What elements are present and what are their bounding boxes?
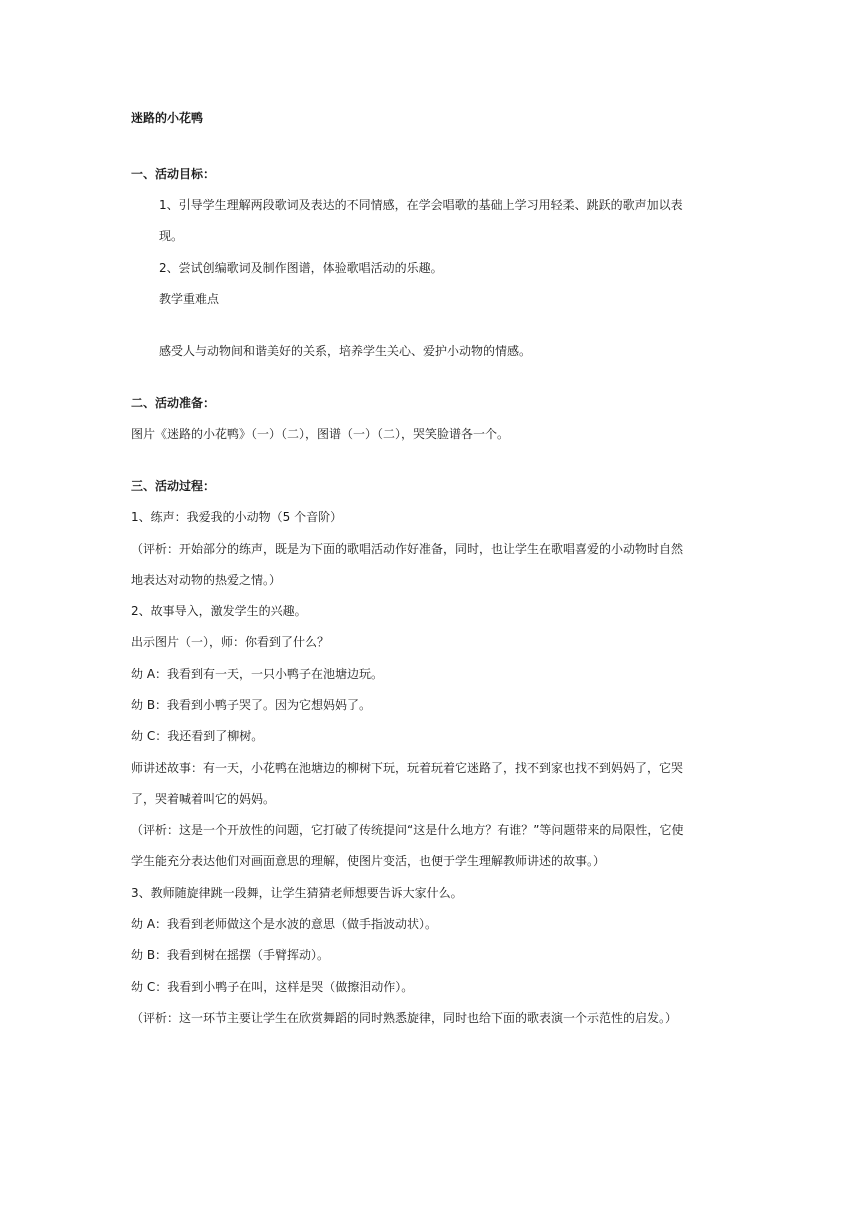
- process-step-1: 1、练声：我爱我的小动物（5 个音阶）: [131, 510, 343, 524]
- process-step-2: 2、故事导入，激发学生的兴趣。: [131, 604, 307, 618]
- dialog-line: 幼 C：我看到小鸭子在叫，这样是哭（做擦泪动作）。: [131, 980, 414, 994]
- story-line-2: 了，哭着喊着叫它的妈妈。: [131, 792, 276, 806]
- section-heading-preparation: 二、活动准备：: [131, 396, 216, 410]
- comment-1-line-1: （评析：开始部分的练声，既是为下面的歌唱活动作好准备，同时，也让学生在歌唱喜爱的小动物时自然: [131, 542, 684, 556]
- comment-2-line-2: 学生能充分表达他们对画面意思的理解，使图片变活，也便于学生理解教师讲述的故事。）: [131, 854, 606, 868]
- section-heading-goals: 一、活动目标：: [131, 167, 216, 181]
- dialog-line: 幼 B：我看到小鸭子哭了。因为它想妈妈了。: [131, 698, 372, 712]
- story-line-1: 师讲述故事：有一天，小花鸭在池塘边的柳树下玩，玩着玩着它迷路了，找不到家也找不到妈妈了，它哭: [131, 761, 684, 775]
- comment-1-line-2: 地表达对动物的热爱之情。）: [131, 573, 282, 587]
- comment-2-line-1: （评析：这是一个开放性的问题，它打破了传统提问“这是什么地方？有谁？”等问题带来的局限性，它使: [131, 823, 684, 837]
- process-step-3: 3、教师随旋律跳一段舞，让学生猜猜老师想要告诉大家什么。: [131, 886, 463, 900]
- dialog-line: 幼 C：我还看到了柳树。: [131, 729, 264, 743]
- goal-2: 2、尝试创编歌词及制作图谱，体验歌唱活动的乐趣。: [159, 261, 443, 275]
- key-points-text: 感受人与动物间和谐美好的关系，培养学生关心、爱护小动物的情感。: [159, 344, 532, 358]
- section-heading-process: 三、活动过程：: [131, 479, 216, 493]
- document-title: 迷路的小花鸭: [131, 111, 204, 125]
- goal-1-line-2: 现。: [159, 229, 184, 243]
- key-points-label: 教学重难点: [159, 292, 220, 306]
- dialog-line: 幼 A：我看到老师做这个是水波的意思（做手指波动状）。: [131, 917, 438, 931]
- dialog-line: 出示图片（一），师：你看到了什么？: [131, 635, 330, 649]
- dialog-line: 幼 A：我看到有一天，一只小鸭子在池塘边玩。: [131, 667, 384, 681]
- preparation-text: 图片《迷路的小花鸭》（一）（二），图谱（一）（二），哭笑脸谱各一个。: [131, 427, 510, 441]
- comment-3: （评析：这一环节主要让学生在欣赏舞蹈的同时熟悉旋律，同时也给下面的歌表演一个示范性的启发。）: [131, 1011, 678, 1025]
- dialog-line: 幼 B：我看到树在摇摆（手臂挥动）。: [131, 948, 330, 962]
- goal-1-line-1: 1、引导学生理解两段歌词及表达的不同情感，在学会唱歌的基础上学习用轻柔、跳跃的歌声加以表: [159, 198, 683, 212]
